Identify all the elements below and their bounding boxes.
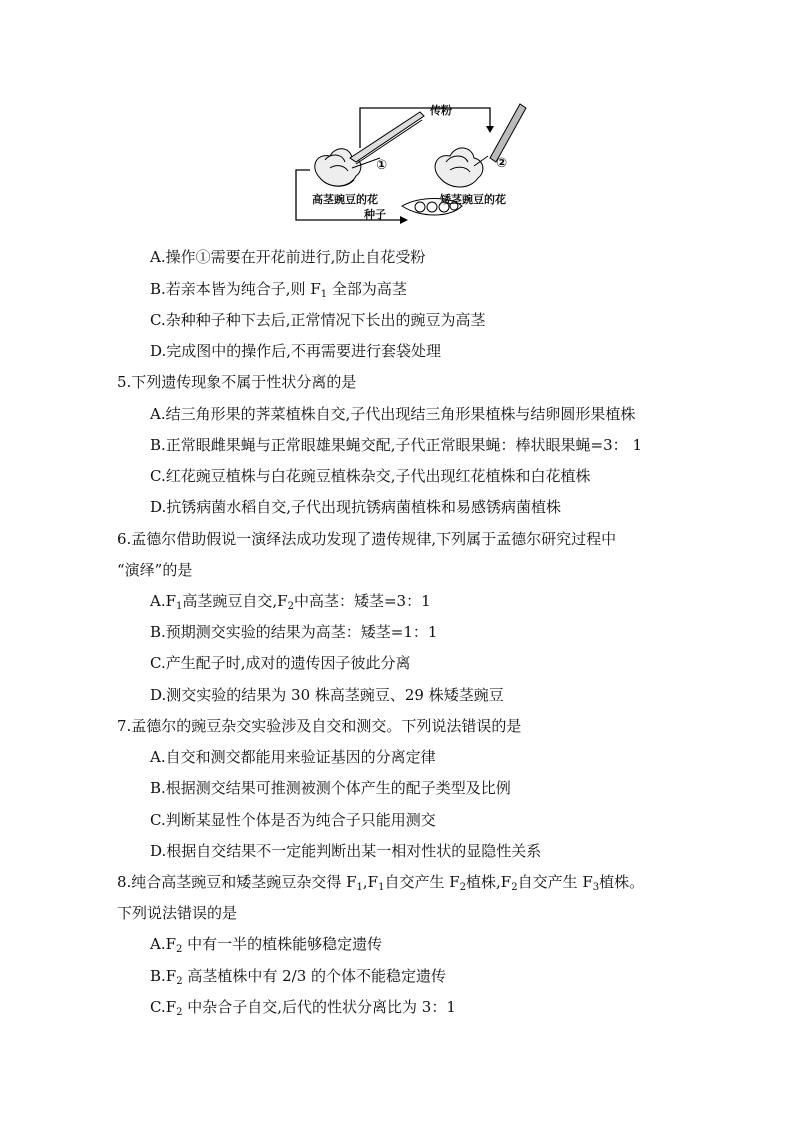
q4-option-d: D.完成图中的操作后,不再需要进行套袋处理 [150, 342, 442, 360]
dwarf-flower-label: 矮茎豌豆的花 [440, 193, 506, 206]
q8-option-b: $B.F_2$ 高茎植株中有 2/3 的个体不能稳定遗传 [150, 967, 447, 987]
q7-option-a: A.自交和测交都能用来验证基因的分离定律 [150, 748, 436, 766]
q5-option-a: A.结三角形果的荠菜植株自交,子代出现结三角形果植株与结卵圆形果植株 [150, 405, 636, 423]
q5-option-c: C.红花豌豆植株与白花豌豆植株杂交,子代出现红花植株和白花植株 [150, 467, 591, 485]
q6-stem-line2: “演绎”的是 [117, 561, 193, 579]
seed-label: 种子 [364, 208, 386, 221]
q8-stem-line1: 8.纯合高茎豌豆和矮茎豌豆杂交得 $F_1,F_1$自交产生 $F_2$植株$,F_2$自交产生 $F_3$植株。 [117, 873, 645, 893]
q4-option-a: A.操作①需要在开花前进行,防止自花受粉 [150, 248, 426, 266]
q8-stem-line2: 下列说法错误的是 [117, 904, 238, 922]
pollination-illustration [290, 98, 530, 232]
q7-option-b: B.根据测交结果可推测被测个体产生的配子类型及比例 [150, 779, 511, 797]
q5-option-b: B.正常眼雌果蝇与正常眼雄果蝇交配,子代正常眼果蝇：棒状眼果蝇=3： 1 [150, 436, 642, 454]
q5-option-d: D.抗锈病菌水稻自交,子代出现抗锈病菌植株和易感锈病菌植株 [150, 498, 562, 516]
q6-option-b: B.预期测交实验的结果为高茎：矮茎=1：1 [150, 623, 438, 641]
q5-stem: 5.下列遗传现象不属于性状分离的是 [117, 373, 357, 391]
q6-option-a: $A.F_1$高茎豌豆自交$,F_2$中高茎：矮茎=3：1 [150, 592, 431, 612]
q7-option-c: C.判断某显性个体是否为纯合子只能用测交 [150, 811, 436, 829]
pollination-label: 传粉 [430, 104, 452, 117]
q8-option-c: $C.F_2$ 中杂合子自交,后代的性状分离比为 3：1 [150, 998, 456, 1018]
step-1-marker: ① [376, 158, 388, 173]
q7-option-d: D.根据自交结果不一定能判断出某一相对性状的显隐性关系 [150, 842, 542, 860]
step-2-marker: ② [496, 156, 508, 171]
q6-option-d: D.测交实验的结果为 30 株高茎豌豆、29 株矮茎豌豆 [150, 686, 504, 704]
q8-option-a: $A.F_2$ 中有一半的植株能够稳定遗传 [150, 935, 383, 955]
pollination-diagram [290, 98, 530, 232]
q6-option-c: C.产生配子时,成对的遗传因子彼此分离 [150, 654, 411, 672]
q7-stem: 7.孟德尔的豌豆杂交实验涉及自交和测交。下列说法错误的是 [117, 717, 522, 735]
q4-option-c: C.杂种种子种下去后,正常情况下长出的豌豆为高茎 [150, 311, 486, 329]
q4-option-b: B.若亲本皆为纯合子,则 $F_1$ 全部为高茎 [150, 280, 407, 300]
q6-stem-line1: 6.孟德尔借助假说一演绎法成功发现了遗传规律,下列属于孟德尔研究过程中 [117, 530, 617, 548]
tall-flower-label: 高茎豌豆的花 [312, 193, 378, 206]
